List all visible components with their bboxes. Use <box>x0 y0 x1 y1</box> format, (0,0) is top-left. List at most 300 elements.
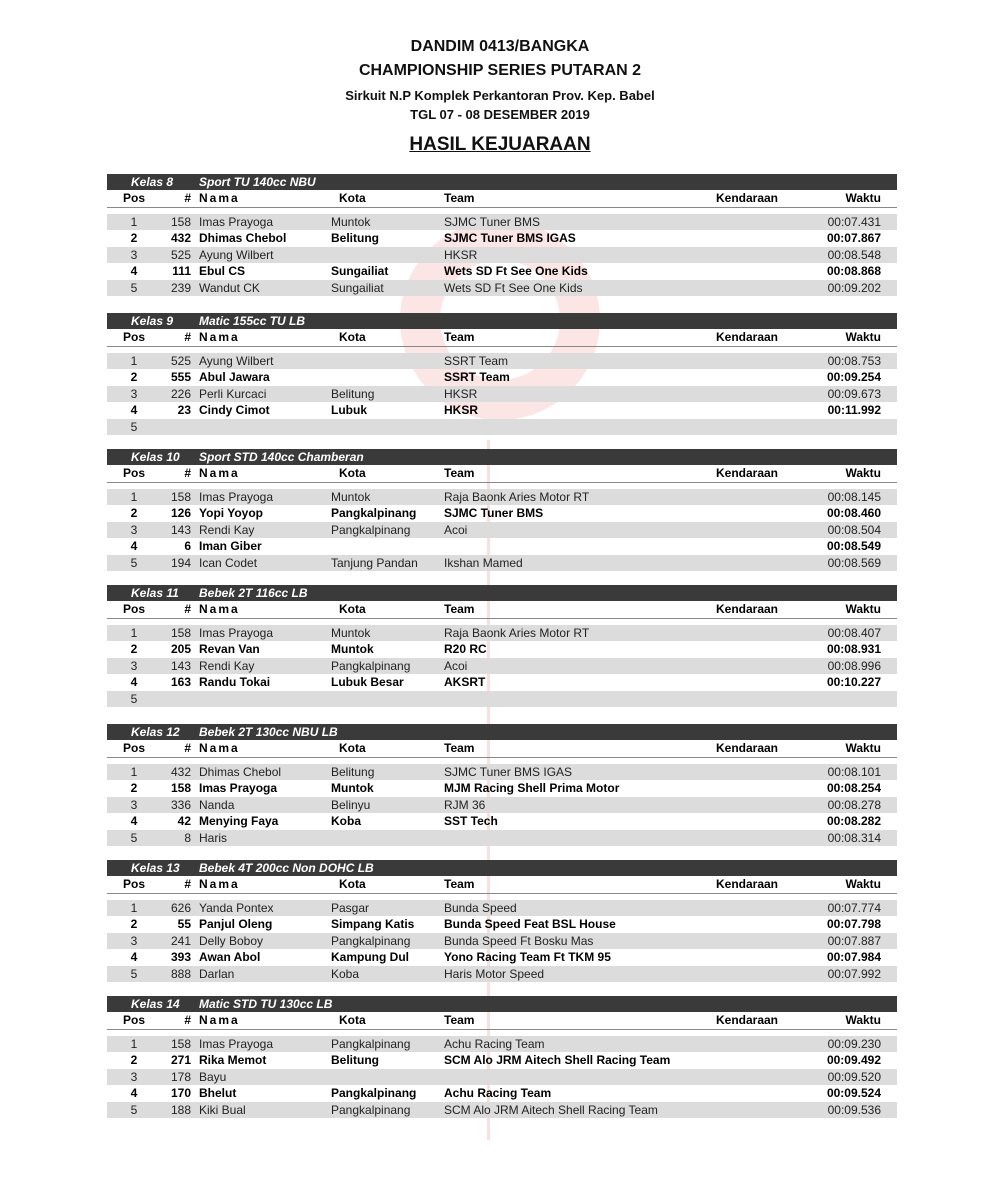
column-header-waktu: Waktu <box>845 602 881 616</box>
cell-num: 393 <box>170 950 191 965</box>
cell-num: 525 <box>170 354 191 368</box>
cell-waktu: 00:10.227 <box>826 675 881 690</box>
cell-waktu: 00:08.753 <box>827 354 881 368</box>
class-name: Matic STD TU 130cc LB <box>199 997 333 1011</box>
column-header-num: # <box>184 466 191 480</box>
column-header-pos: Pos <box>122 466 145 480</box>
results-table-kelas <box>107 313 897 435</box>
column-header-num: # <box>184 330 191 344</box>
cell-nama: Ayung Wilbert <box>199 247 274 262</box>
cell-waktu: 00:08.101 <box>827 765 881 779</box>
cell-waktu: 00:08.868 <box>826 264 881 279</box>
cell-waktu: 00:08.314 <box>827 830 881 845</box>
cell-nama: Randu Tokai <box>199 675 271 690</box>
cell-num: 23 <box>177 403 191 418</box>
cell-num: 158 <box>170 1037 191 1051</box>
cell-nama: Dhimas Chebol <box>199 231 287 246</box>
table-row <box>107 780 897 796</box>
table-row <box>107 966 897 982</box>
cell-team: SSRT Team <box>444 370 510 385</box>
column-header-kendaraan: Kendaraan <box>715 877 779 891</box>
column-header-kendaraan: Kendaraan <box>715 191 779 205</box>
cell-num: 888 <box>170 966 191 981</box>
table-row <box>107 658 897 674</box>
cell-team: SCM Alo JRM Aitech Shell Racing Team <box>444 1102 658 1117</box>
class-title-bar <box>107 174 897 190</box>
column-header-row <box>107 1012 897 1030</box>
cell-pos: 4 <box>130 539 138 554</box>
cell-kota: Koba <box>331 814 361 829</box>
cell-kota: Pangkalpinang <box>331 522 411 537</box>
class-number: Kelas 13 <box>131 861 180 875</box>
cell-waktu: 00:08.504 <box>827 522 881 537</box>
cell-nama: Dhimas Chebol <box>199 765 282 779</box>
cell-waktu: 00:11.992 <box>827 403 881 418</box>
results-table-kelas <box>107 585 897 707</box>
cell-kota: Belinyu <box>331 797 371 812</box>
organizer-title: DANDIM 0413/BANGKA <box>410 38 590 55</box>
cell-nama: Rika Memot <box>199 1053 267 1068</box>
cell-team: Haris Motor Speed <box>444 966 545 981</box>
cell-pos: 5 <box>130 966 138 981</box>
column-header-kendaraan: Kendaraan <box>715 1013 779 1027</box>
cell-pos: 5 <box>130 691 138 706</box>
cell-pos: 2 <box>130 781 138 796</box>
cell-team: RJM 36 <box>444 797 486 812</box>
column-header-pos: Pos <box>122 191 145 205</box>
cell-pos: 3 <box>130 658 138 673</box>
table-row <box>107 1102 897 1118</box>
cell-team: Raja Baonk Aries Motor RT <box>444 626 590 640</box>
table-row <box>107 797 897 813</box>
cell-kota: Pasgar <box>331 901 370 915</box>
cell-kota: Lubuk Besar <box>331 675 404 690</box>
venue: Sirkuit N.P Komplek Perkantoran Prov. Kep. Babel <box>345 88 655 103</box>
cell-nama: Haris <box>199 830 228 845</box>
cell-kota: Pangkalpinang <box>331 933 411 948</box>
cell-pos: 2 <box>130 506 138 521</box>
cell-kota: Belitung <box>331 231 379 246</box>
column-header-pos: Pos <box>122 741 145 755</box>
column-header-row <box>107 465 897 483</box>
cell-team: Bunda Speed Feat BSL House <box>444 917 616 932</box>
cell-team: Raja Baonk Aries Motor RT <box>444 490 590 504</box>
cell-num: 158 <box>170 215 191 229</box>
cell-num: 525 <box>170 247 191 262</box>
cell-pos: 1 <box>130 901 138 915</box>
cell-nama: Yanda Pontex <box>199 901 274 915</box>
cell-num: 158 <box>170 490 191 504</box>
table-row <box>107 1069 897 1085</box>
class-title-bar <box>107 724 897 740</box>
table-row <box>107 386 897 402</box>
cell-pos: 1 <box>130 354 138 368</box>
cell-team: SJMC Tuner BMS <box>444 215 541 229</box>
column-header-team: Team <box>444 330 475 344</box>
table-row <box>107 1085 897 1101</box>
cell-nama: Ican Codet <box>199 555 258 570</box>
column-header-nama: Nama <box>199 602 240 616</box>
class-name: Bebek 2T 116cc LB <box>199 586 308 600</box>
series-title: CHAMPIONSHIP SERIES PUTARAN 2 <box>358 62 642 79</box>
cell-waktu: 00:09.230 <box>827 1037 881 1051</box>
cell-num: 188 <box>170 1102 191 1117</box>
results-table-kelas <box>107 860 897 982</box>
table-row <box>107 247 897 263</box>
cell-kota: Belitung <box>331 1053 379 1068</box>
class-number: Kelas 8 <box>131 175 174 189</box>
cell-waktu: 00:08.407 <box>827 626 881 640</box>
cell-waktu: 00:09.492 <box>826 1053 881 1068</box>
class-name: Bebek 2T 130cc NBU LB <box>199 725 338 739</box>
cell-pos: 4 <box>130 814 138 829</box>
cell-nama: Delly Boboy <box>199 933 264 948</box>
cell-team: SCM Alo JRM Aitech Shell Racing Team <box>444 1053 671 1068</box>
cell-pos: 4 <box>130 950 138 965</box>
table-row <box>107 813 897 829</box>
cell-pos: 4 <box>130 675 138 690</box>
class-name: Sport TU 140cc NBU <box>199 175 316 189</box>
cell-kota: Sungailiat <box>331 264 389 279</box>
column-header-waktu: Waktu <box>845 191 881 205</box>
cell-nama: Yopi Yoyop <box>199 506 264 521</box>
cell-kota: Belitung <box>331 765 375 779</box>
cell-team: SJMC Tuner BMS IGAS <box>444 765 573 779</box>
cell-nama: Imas Prayoga <box>199 490 274 504</box>
cell-waktu: 00:07.431 <box>827 215 881 229</box>
cell-waktu: 00:08.549 <box>826 539 881 554</box>
cell-num: 143 <box>170 658 191 673</box>
cell-kota: Simpang Katis <box>331 917 415 932</box>
cell-nama: Rendi Kay <box>199 522 255 537</box>
cell-kota: Lubuk <box>331 403 367 418</box>
class-number: Kelas 9 <box>131 314 174 328</box>
column-header-kendaraan: Kendaraan <box>715 602 779 616</box>
results-table-kelas <box>107 449 897 571</box>
cell-team: SSRT Team <box>444 354 509 368</box>
table-row <box>107 691 897 707</box>
column-header-kendaraan: Kendaraan <box>715 330 779 344</box>
cell-nama: Imas Prayoga <box>199 215 274 229</box>
cell-team: Wets SD Ft See One Kids <box>444 264 588 279</box>
cell-num: 163 <box>170 675 191 690</box>
cell-team: Wets SD Ft See One Kids <box>444 280 583 295</box>
cell-team: Achu Racing Team <box>444 1086 552 1101</box>
class-title-bar <box>107 585 897 601</box>
table-row <box>107 280 897 296</box>
class-number: Kelas 12 <box>131 725 180 739</box>
cell-pos: 3 <box>130 247 138 262</box>
cell-kota: Pangkalpinang <box>331 1086 417 1101</box>
column-header-team: Team <box>444 1013 475 1027</box>
class-name: Matic 155cc TU LB <box>199 314 306 328</box>
cell-waktu: 00:08.282 <box>826 814 881 829</box>
cell-pos: 5 <box>130 830 138 845</box>
cell-waktu: 00:08.460 <box>826 506 881 521</box>
class-title-bar <box>107 996 897 1012</box>
cell-num: 178 <box>170 1069 191 1084</box>
cell-kota: Muntok <box>331 215 371 229</box>
cell-team: Bunda Speed Ft Bosku Mas <box>444 933 594 948</box>
cell-nama: Revan Van <box>199 642 260 657</box>
cell-pos: 3 <box>130 386 138 401</box>
cell-nama: Wandut CK <box>199 280 260 295</box>
class-number: Kelas 10 <box>131 450 180 464</box>
cell-pos: 1 <box>130 215 138 229</box>
class-title-bar <box>107 313 897 329</box>
cell-pos: 4 <box>130 1086 138 1101</box>
table-row <box>107 555 897 571</box>
cell-waktu: 00:07.887 <box>827 933 881 948</box>
column-header-waktu: Waktu <box>845 741 881 755</box>
cell-team: HKSR <box>444 247 478 262</box>
cell-pos: 1 <box>130 490 138 504</box>
cell-team: Yono Racing Team Ft TKM 95 <box>444 950 611 965</box>
column-header-team: Team <box>444 877 475 891</box>
table-row <box>107 419 897 435</box>
cell-pos: 2 <box>130 231 138 246</box>
cell-kota: Muntok <box>331 781 374 796</box>
table-row <box>107 949 897 965</box>
column-header-num: # <box>184 1013 191 1027</box>
cell-waktu: 00:08.278 <box>827 797 881 812</box>
cell-nama: Darlan <box>199 966 235 981</box>
table-row <box>107 230 897 246</box>
cell-waktu: 00:08.996 <box>827 658 881 673</box>
cell-waktu: 00:08.548 <box>827 247 881 262</box>
column-header-kota: Kota <box>339 191 366 205</box>
column-header-kota: Kota <box>339 602 366 616</box>
results-table-kelas <box>107 724 897 846</box>
cell-kota: Belitung <box>331 386 375 401</box>
cell-waktu: 00:09.254 <box>826 370 881 385</box>
class-title-bar <box>107 449 897 465</box>
table-row <box>107 916 897 932</box>
class-name: Sport STD 140cc Chamberan <box>199 450 364 464</box>
cell-num: 8 <box>184 830 191 845</box>
cell-team: R20 RC <box>444 642 487 657</box>
cell-num: 432 <box>170 765 191 779</box>
column-header-waktu: Waktu <box>845 877 881 891</box>
cell-nama: Ebul CS <box>199 264 246 279</box>
column-header-num: # <box>184 877 191 891</box>
cell-pos: 1 <box>130 626 138 640</box>
table-row <box>107 263 897 279</box>
cell-waktu: 00:09.524 <box>826 1086 881 1101</box>
cell-team: Bunda Speed <box>444 901 517 915</box>
cell-nama: Imas Prayoga <box>199 626 274 640</box>
cell-nama: Rendi Kay <box>199 658 255 673</box>
cell-pos: 3 <box>130 797 138 812</box>
cell-nama: Ayung Wilbert <box>199 354 274 368</box>
cell-waktu: 00:09.673 <box>827 386 881 401</box>
cell-team: MJM Racing Shell Prima Motor <box>444 781 620 796</box>
column-header-nama: Nama <box>199 741 240 755</box>
column-header-nama: Nama <box>199 877 240 891</box>
column-header-row <box>107 740 897 758</box>
column-header-row <box>107 876 897 894</box>
column-header-kota: Kota <box>339 741 366 755</box>
column-header-waktu: Waktu <box>845 330 881 344</box>
column-header-nama: Nama <box>199 1013 240 1027</box>
column-header-row <box>107 329 897 347</box>
cell-waktu: 00:07.798 <box>826 917 881 932</box>
table-row <box>107 1036 897 1052</box>
column-header-kota: Kota <box>339 877 366 891</box>
table-row <box>107 489 897 505</box>
cell-num: 158 <box>170 626 191 640</box>
cell-pos: 5 <box>130 555 138 570</box>
cell-pos: 1 <box>130 765 138 779</box>
cell-num: 42 <box>177 814 191 829</box>
cell-nama: Perli Kurcaci <box>199 386 267 401</box>
cell-num: 626 <box>170 901 191 915</box>
cell-nama: Panjul Oleng <box>199 917 273 932</box>
cell-num: 271 <box>170 1053 191 1068</box>
table-row <box>107 764 897 780</box>
cell-num: 555 <box>170 370 191 385</box>
cell-team: HKSR <box>444 403 479 418</box>
table-row <box>107 933 897 949</box>
cell-pos: 5 <box>130 1102 138 1117</box>
table-row <box>107 1052 897 1068</box>
table-row <box>107 369 897 385</box>
cell-pos: 4 <box>130 264 138 279</box>
results-table-kelas <box>107 996 897 1118</box>
column-header-row <box>107 190 897 208</box>
cell-waktu: 00:08.931 <box>826 642 881 657</box>
cell-waktu: 00:07.867 <box>826 231 881 246</box>
cell-nama: Kiki Bual <box>199 1102 246 1117</box>
cell-pos: 2 <box>130 642 138 657</box>
cell-waktu: 00:07.774 <box>827 901 881 915</box>
cell-num: 6 <box>184 539 191 554</box>
cell-nama: Iman Giber <box>199 539 262 554</box>
cell-num: 241 <box>170 933 191 948</box>
column-header-waktu: Waktu <box>845 1013 881 1027</box>
cell-kota: Kampung Dul <box>331 950 409 965</box>
class-title-bar <box>107 860 897 876</box>
column-header-num: # <box>184 741 191 755</box>
cell-kota: Muntok <box>331 490 371 504</box>
cell-kota: Pangkalpinang <box>331 506 417 521</box>
cell-nama: Abul Jawara <box>199 370 270 385</box>
cell-pos: 2 <box>130 1053 138 1068</box>
cell-num: 55 <box>177 917 191 932</box>
cell-pos: 5 <box>130 419 138 434</box>
cell-waktu: 00:08.569 <box>827 555 881 570</box>
cell-team: HKSR <box>444 386 478 401</box>
cell-num: 205 <box>170 642 191 657</box>
table-row <box>107 625 897 641</box>
cell-nama: Bayu <box>199 1069 227 1084</box>
cell-pos: 4 <box>130 403 138 418</box>
event-date: TGL 07 - 08 DESEMBER 2019 <box>410 107 590 122</box>
class-name: Bebek 4T 200cc Non DOHC LB <box>199 861 374 875</box>
column-header-row <box>107 601 897 619</box>
cell-pos: 3 <box>130 522 138 537</box>
cell-waktu: 00:08.254 <box>826 781 881 796</box>
class-number: Kelas 11 <box>131 586 179 600</box>
cell-team: SJMC Tuner BMS IGAS <box>444 231 576 246</box>
results-table-kelas <box>107 174 897 296</box>
column-header-num: # <box>184 602 191 616</box>
cell-kota: Pangkalpinang <box>331 658 411 673</box>
cell-team: Achu Racing Team <box>444 1037 545 1051</box>
table-row <box>107 522 897 538</box>
cell-team: AKSRT <box>444 675 486 690</box>
cell-num: 336 <box>170 797 191 812</box>
cell-num: 432 <box>170 231 191 246</box>
cell-team: Acoi <box>444 522 468 537</box>
cell-waktu: 00:07.992 <box>827 966 881 981</box>
table-row <box>107 674 897 690</box>
cell-kota: Pangkalpinang <box>331 1102 411 1117</box>
column-header-pos: Pos <box>122 330 145 344</box>
cell-team: SJMC Tuner BMS <box>444 506 544 521</box>
column-header-nama: Nama <box>199 466 240 480</box>
cell-num: 158 <box>170 781 191 796</box>
column-header-pos: Pos <box>122 1013 145 1027</box>
cell-num: 239 <box>170 280 191 295</box>
cell-kota: Muntok <box>331 626 371 640</box>
cell-waktu: 00:09.520 <box>827 1069 881 1084</box>
cell-waktu: 00:08.145 <box>827 490 881 504</box>
cell-num: 126 <box>170 506 191 521</box>
column-header-num: # <box>184 191 191 205</box>
column-header-kendaraan: Kendaraan <box>715 741 779 755</box>
column-header-kota: Kota <box>339 1013 366 1027</box>
cell-nama: Awan Abol <box>199 950 261 965</box>
cell-waktu: 00:09.202 <box>827 280 881 295</box>
table-row <box>107 505 897 521</box>
table-row <box>107 900 897 916</box>
cell-kota: Koba <box>331 966 360 981</box>
column-header-kota: Kota <box>339 466 366 480</box>
cell-nama: Nanda <box>199 797 235 812</box>
table-row <box>107 641 897 657</box>
table-row <box>107 538 897 554</box>
column-header-nama: Nama <box>199 191 240 205</box>
column-header-pos: Pos <box>122 602 145 616</box>
table-row <box>107 353 897 369</box>
cell-num: 111 <box>172 264 191 279</box>
cell-pos: 3 <box>130 1069 138 1084</box>
cell-nama: Menying Faya <box>199 814 279 829</box>
cell-team: Ikshan Mamed <box>444 555 523 570</box>
column-header-nama: Nama <box>199 330 240 344</box>
cell-num: 194 <box>170 555 191 570</box>
cell-pos: 1 <box>130 1037 138 1051</box>
cell-num: 143 <box>170 522 191 537</box>
cell-nama: Imas Prayoga <box>199 1037 274 1051</box>
table-row <box>107 214 897 230</box>
column-header-team: Team <box>444 602 475 616</box>
cell-kota: Pangkalpinang <box>331 1037 411 1051</box>
cell-kota: Tanjung Pandan <box>331 555 418 570</box>
cell-pos: 3 <box>130 933 138 948</box>
cell-nama: Cindy Cimot <box>199 403 270 418</box>
class-number: Kelas 14 <box>131 997 180 1011</box>
cell-pos: 2 <box>130 370 138 385</box>
cell-waktu: 00:07.984 <box>826 950 881 965</box>
cell-nama: Bhelut <box>199 1086 237 1101</box>
table-row <box>107 402 897 418</box>
page-title: HASIL KEJUARAAN <box>409 134 591 155</box>
cell-pos: 2 <box>130 917 138 932</box>
cell-waktu: 00:09.536 <box>827 1102 881 1117</box>
cell-num: 170 <box>170 1086 191 1101</box>
